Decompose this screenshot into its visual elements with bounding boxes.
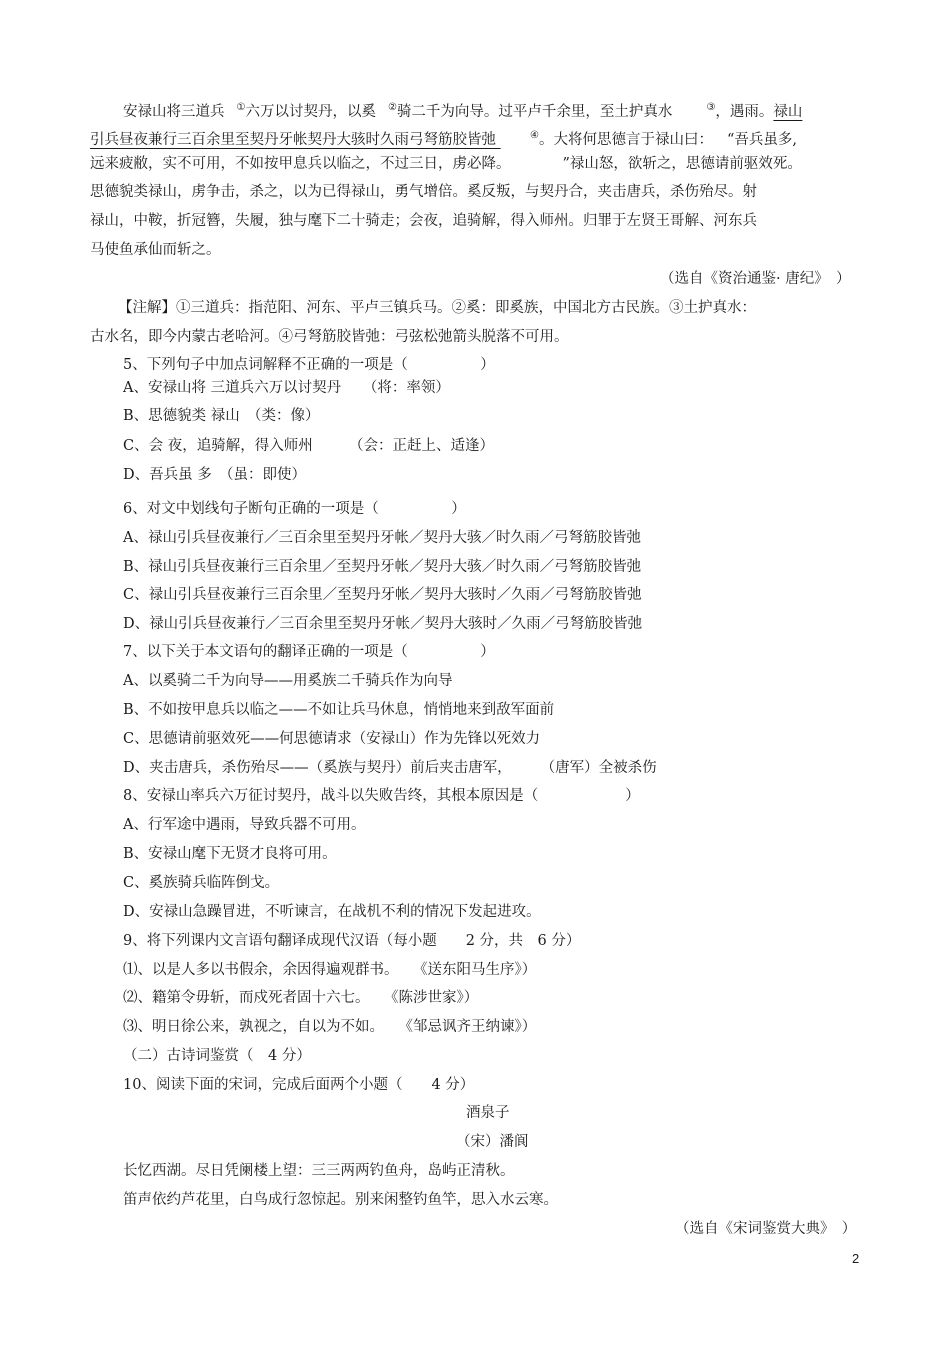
passage-text: 远来疲敝，实不可用，不如按甲息兵以临之，不过三日，虏必降。 xyxy=(90,156,511,172)
passage-text: 。大将何思德言于禄山曰： xyxy=(538,132,713,148)
passage-line-4: 思德貌类禄山，虏争击，杀之，以为已得禄山，勇气增倍。奚反叛，与契丹合，夹击唐兵，杀伤殆尽。射 xyxy=(90,184,757,200)
question-10-stem: 10、阅读下面的宋词，完成后面两个小题（ 4 分） xyxy=(123,1077,475,1093)
question-5-option-c: C、会 夜，追骑解，得入师州 （会：正赶上、适逢） xyxy=(123,438,494,454)
question-6-option-c: C、禄山引兵昼夜兼行三百余里／至契丹牙帐／契丹大骇时／久雨／弓弩筋胶皆弛 xyxy=(123,587,642,603)
passage-text: ”禄山怒，欲斩之，思德请前驱效死。 xyxy=(562,156,802,172)
question-7-stem: 7、以下关于本文语句的翻译正确的一项是（ ） xyxy=(123,644,495,660)
question-6-stem: 6、对文中划线句子断句正确的一项是（ ） xyxy=(123,501,466,517)
passage-line-6: 马使鱼承仙而斩之。 xyxy=(90,242,221,258)
passage-line-1 xyxy=(123,98,802,122)
note-marker-2: ② xyxy=(387,102,397,113)
passage-text: 骑二千为向导。过平卢千余里，至土护真水 xyxy=(396,104,673,120)
question-7-option-d: D、夹击唐兵，杀伤殆尽——（奚族与契丹）前后夹击唐军， （唐军）全被杀伤 xyxy=(123,760,657,776)
underlined-sentence: 引兵昼夜兼行三百余里至契丹牙帐契丹大骇时久雨弓弩筋胶皆弛 xyxy=(90,132,496,148)
question-8-option-c: C、奚族骑兵临阵倒戈。 xyxy=(123,875,280,891)
section-heading: （二）古诗词鉴赏（ 4 分） xyxy=(123,1048,311,1064)
question-5-stem: 5、下列句子中加点词解释不正确的一项是（ ） xyxy=(123,357,495,373)
question-9-sentence-3: ⑶、明日徐公来，孰视之，自以为不如。 《邹忌讽齐王纳谏》） xyxy=(123,1019,537,1035)
passage-source: （选自《资治通鉴· 唐纪》 ） xyxy=(660,271,851,287)
question-6-option-d: D、禄山引兵昼夜兼行／三百余里至契丹牙帐／契丹大骇时／久雨／弓弩筋胶皆弛 xyxy=(123,616,643,632)
passage-text: ，遇雨。 xyxy=(715,104,774,120)
passage-line-3 xyxy=(90,154,802,174)
note-marker-4: ④ xyxy=(530,130,539,141)
question-9-sentence-1: ⑴、以是人多以书假余，余因得遍观群书。 《送东阳马生序》） xyxy=(123,962,537,978)
question-7-option-c: C、思德请前驱效死——何思德请求（安禄山）作为先锋以死效力 xyxy=(123,731,541,747)
question-9-stem: 9、将下列课内文言语句翻译成现代汉语（每小题 2 分，共 6 分） xyxy=(123,933,581,949)
question-8-option-b: B、安禄山麾下无贤才良将可用。 xyxy=(123,846,337,862)
note-marker-1: ① xyxy=(236,102,246,113)
underlined-sentence: 禄山 xyxy=(773,104,803,120)
question-5-option-a: A、安禄山将 三道兵六万以讨契丹 （将：率领） xyxy=(123,380,450,396)
notes-line-1: 【注解】①三道兵：指范阳、河东、平卢三镇兵马。②奚：即奚族，中国北方古民族。③土护真水： xyxy=(118,300,756,316)
notes-line-2: 古水名，即今内蒙古老哈河。④弓弩筋胶皆弛：弓弦松弛箭头脱落不可用。 xyxy=(90,329,569,345)
passage-line-5: 禄山，中鞍，折冠簪，失履，独与麾下二十骑走；会夜，追骑解，得入师州。归罪于左贤王哥解、河东兵 xyxy=(90,213,757,229)
poem-source: （选自《宋词鉴赏大典》 ） xyxy=(675,1221,857,1237)
question-9-sentence-2: ⑵、籍第令毋斩，而戍死者固十六七。 《陈涉世家》） xyxy=(123,990,479,1006)
note-marker-3: ③ xyxy=(706,102,716,113)
page-number: 2 xyxy=(852,1251,860,1266)
question-5-option-d: D、吾兵虽 多 （虽：即使） xyxy=(123,467,306,483)
poem-line-1: 长忆西湖。尽日凭阑楼上望：三三两两钓鱼舟，岛屿正清秋。 xyxy=(123,1163,515,1179)
question-7-option-a: A、以奚骑二千为向导——用奚族二千骑兵作为向导 xyxy=(123,673,453,689)
question-8-stem: 8、安禄山率兵六万征讨契丹，战斗以失败告终，其根本原因是（ ） xyxy=(123,788,640,804)
question-6-option-a: A、禄山引兵昼夜兼行／三百余里至契丹牙帐／契丹大骇／时久雨／弓弩筋胶皆弛 xyxy=(123,530,641,546)
poem-author: （宋）潘阆 xyxy=(456,1134,529,1150)
passage-text: 六万以讨契丹，以奚 xyxy=(245,104,376,120)
passage-line-2 xyxy=(90,126,797,150)
question-7-option-b: B、不如按甲息兵以临之——不如让兵马休息，悄悄地来到敌军面前 xyxy=(123,702,555,718)
passage-text: 安禄山将三道兵 xyxy=(123,104,225,120)
passage-text: “吾兵虽多, xyxy=(726,132,797,148)
question-8-option-d: D、安禄山急躁冒进，不听谏言，在战机不利的情况下发起进攻。 xyxy=(123,904,541,920)
question-6-option-b: B、禄山引兵昼夜兼行三百余里／至契丹牙帐／契丹大骇／时久雨／弓弩筋胶皆弛 xyxy=(123,559,642,575)
question-5-option-b: B、思德貌类 禄山 （类：像） xyxy=(123,408,320,424)
question-8-option-a: A、行军途中遇雨，导致兵器不可用。 xyxy=(123,817,366,833)
poem-line-2: 笛声依约芦花里，白鸟成行忽惊起。别来闲整钓鱼竿，思入水云寒。 xyxy=(123,1192,558,1208)
poem-title: 酒泉子 xyxy=(466,1105,510,1121)
